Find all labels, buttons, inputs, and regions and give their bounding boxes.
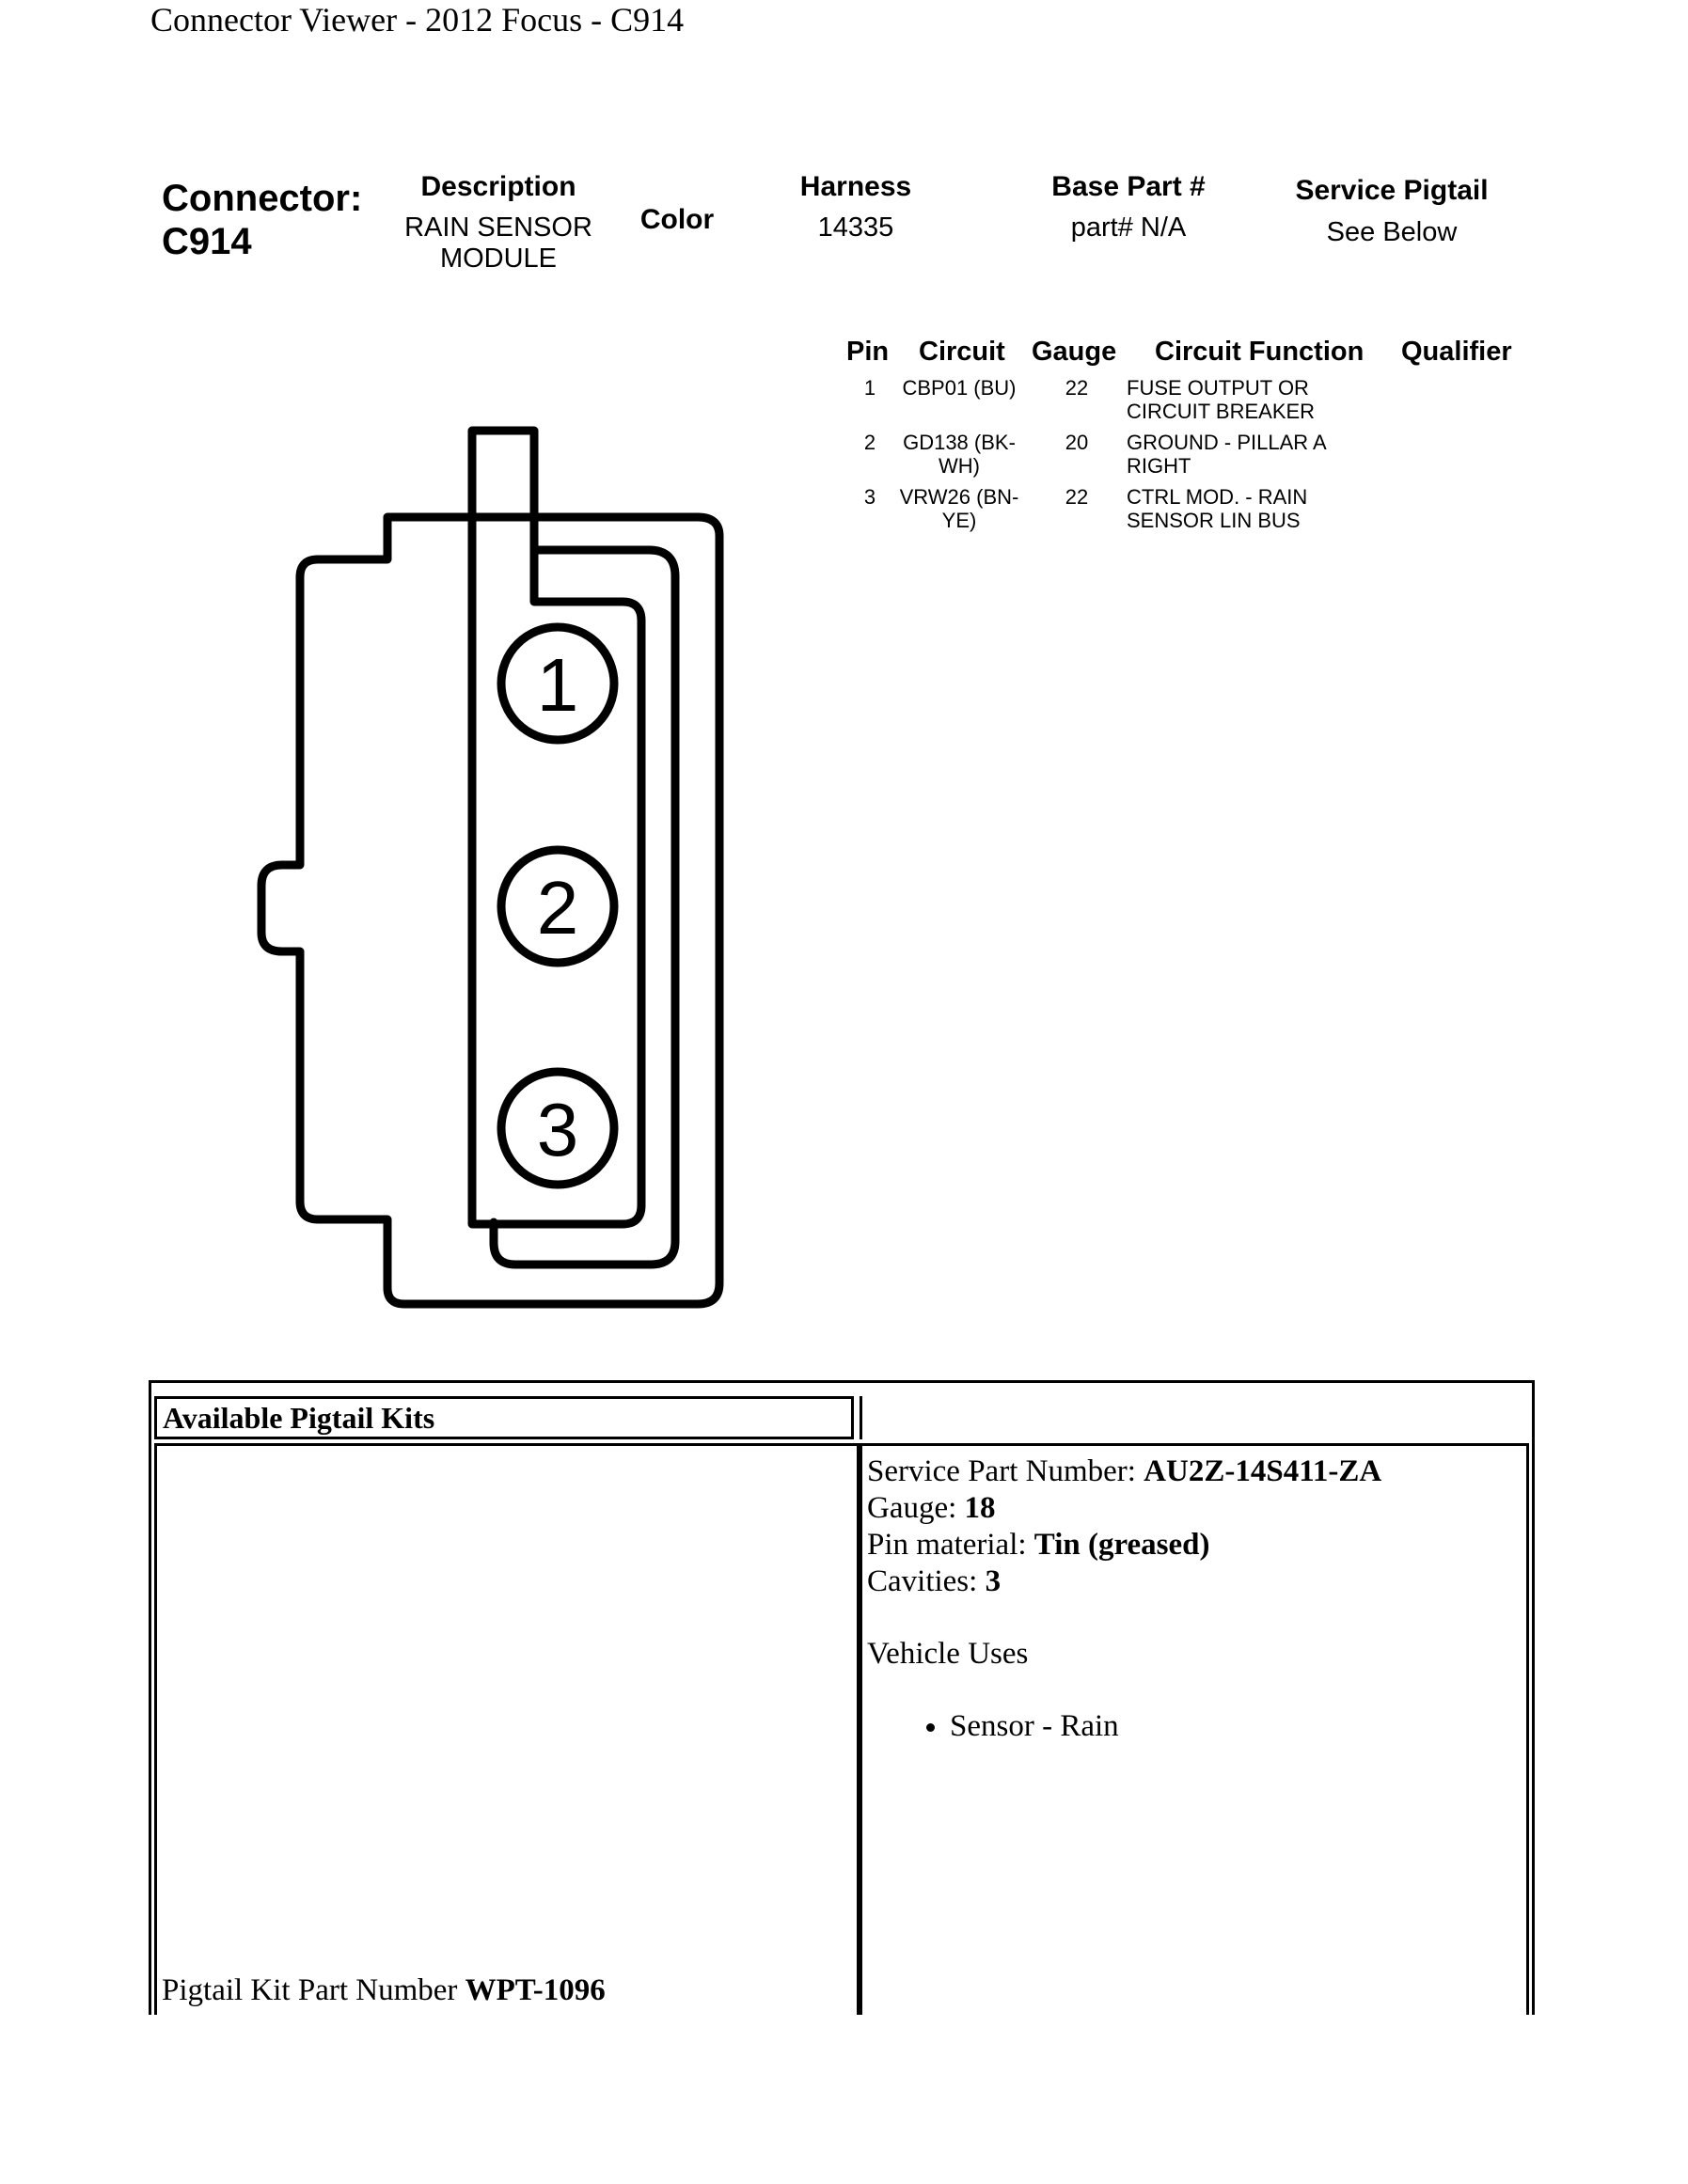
harness-value: 14335 — [817, 212, 894, 243]
row2-function-line1: GROUND - PILLAR A — [1127, 431, 1327, 454]
row1-gauge: 22 — [1065, 376, 1089, 400]
col-circuit: Circuit — [919, 337, 1005, 367]
col-circuit-function: Circuit Function — [1155, 337, 1365, 367]
row1-function-line2: CIRCUIT BREAKER — [1127, 400, 1316, 423]
row1-function-line1: FUSE OUTPUT OR — [1127, 376, 1309, 400]
pin-material — [867, 1527, 1526, 1563]
row2-gauge: 20 — [1065, 431, 1089, 454]
pigtail-details-cell — [860, 1443, 1529, 2015]
row2-function-line2: RIGHT — [1127, 454, 1191, 478]
service-part-label: Service Part Number: — [867, 1454, 1144, 1488]
vehicle-uses-label: Vehicle Uses — [867, 1637, 1029, 1671]
col-gauge: Gauge — [1032, 337, 1117, 367]
pin-label-1: 1 — [536, 643, 579, 727]
row2-circuit-line1: GD138 (BK- — [903, 431, 1016, 454]
row3-circuit-line2: YE) — [941, 509, 977, 532]
pin-label-2: 2 — [536, 866, 579, 950]
pigtail-image-cell — [154, 1443, 860, 2015]
pin-material-label: Pin material: — [867, 1528, 1034, 1562]
base-part-value: part# N/A — [1070, 212, 1187, 243]
row3-circuit-line1: VRW26 (BN- — [899, 485, 1019, 509]
kit-part-number — [162, 1972, 606, 2009]
pin-label-3: 3 — [536, 1088, 579, 1171]
connector-label: Connector: — [162, 178, 363, 219]
inner-guide — [494, 550, 675, 1265]
row2-circuit-line2: WH) — [939, 454, 980, 478]
cavities-label: Cavities: — [867, 1564, 986, 1598]
pigtail-heading: Available Pigtail Kits — [163, 1401, 435, 1435]
pigtail-heading-cell — [154, 1396, 854, 1439]
connector-id: C914 — [162, 221, 252, 262]
row3-pin: 3 — [863, 485, 876, 509]
gauge-value: 18 — [964, 1491, 996, 1525]
housing-outline — [261, 517, 719, 1304]
row3-function-line2: SENSOR LIN BUS — [1127, 509, 1301, 532]
row2-pin: 2 — [863, 431, 876, 454]
description-line2: MODULE — [439, 244, 558, 274]
color-label: Color — [639, 204, 715, 235]
vehicle-uses-list — [867, 1708, 1526, 1745]
col-qualifier: Qualifier — [1401, 337, 1512, 367]
service-part-number — [867, 1453, 1526, 1490]
vehicle-use-item: • Sensor - Rain — [950, 1708, 1526, 1745]
description-label: Description — [420, 171, 576, 202]
cavities-value: 3 — [985, 1564, 1002, 1598]
service-part-value: AU2Z-14S411-ZA — [1144, 1454, 1382, 1488]
col-pin: Pin — [846, 337, 890, 367]
kit-part-label: Pigtail Kit Part Number — [162, 1973, 465, 2007]
kit-part-value: WPT-1096 — [465, 1973, 606, 2007]
row3-function-line1: CTRL MOD. - RAIN — [1127, 485, 1308, 509]
harness-label: Harness — [799, 171, 912, 202]
gauge — [867, 1490, 1526, 1527]
base-part-label: Base Part # — [1051, 171, 1206, 202]
service-pigtail-value: See Below — [1326, 217, 1458, 247]
gauge-label: Gauge: — [867, 1491, 965, 1525]
pin-material-value: Tin (greased) — [1033, 1528, 1210, 1562]
row1-pin: 1 — [863, 376, 876, 400]
row1-circuit: CBP01 (BU) — [902, 376, 1017, 400]
row3-gauge: 22 — [1065, 485, 1089, 509]
service-pigtail-label: Service Pigtail — [1295, 175, 1489, 206]
page-title: Connector Viewer - 2012 Focus - C914 — [150, 1, 685, 39]
description-line1: RAIN SENSOR — [404, 212, 592, 243]
cavities — [867, 1563, 1526, 1600]
pigtail-heading-empty-cell — [860, 1396, 1523, 1439]
